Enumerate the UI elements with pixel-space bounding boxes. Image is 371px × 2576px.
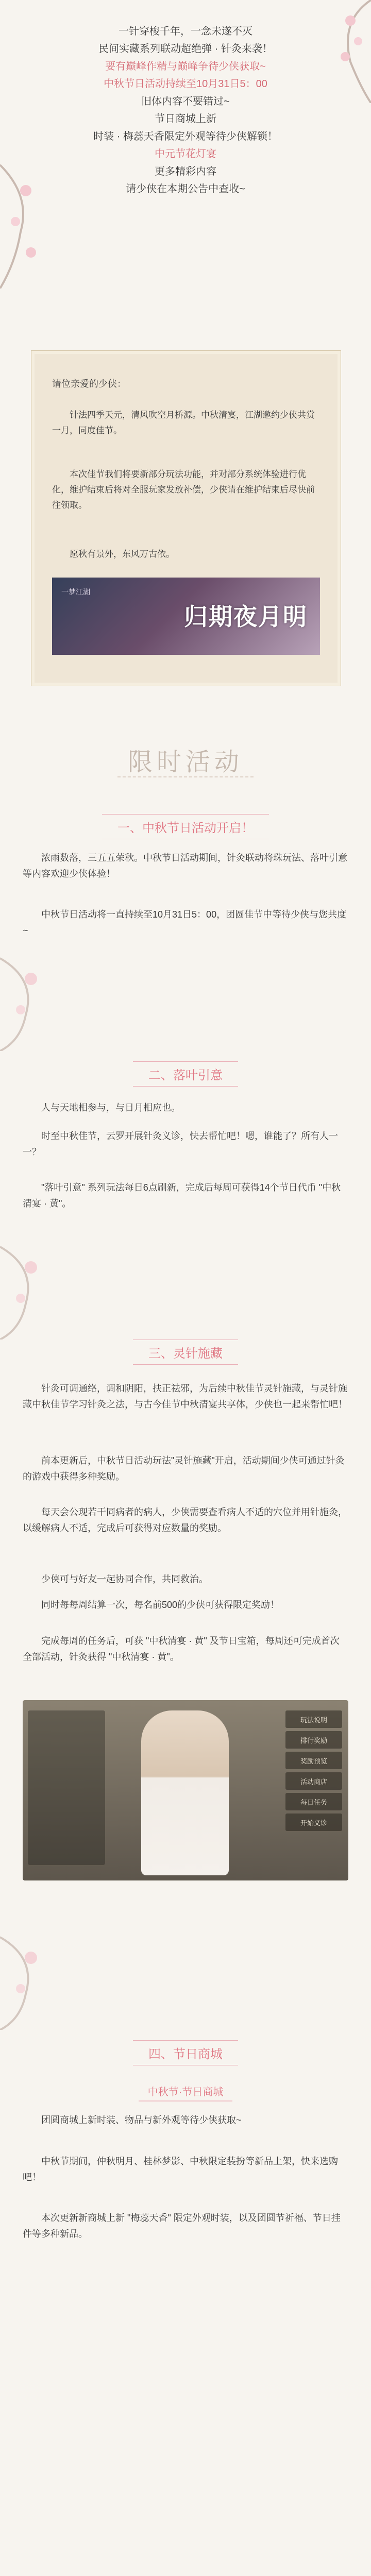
section-1-text: 浓雨数落，三五五荣秋。中秋节日活动期间，针灸联动将珠玩法、落叶引意等内容欢迎少侠体验！ (23, 853, 347, 879)
intro-line: 要有巅峰作精与巅峰争待少侠获取~ (105, 61, 266, 72)
section-4-text: 团圆商城上新时装、物品与新外观等待少侠获取~ (41, 2115, 242, 2125)
section-title-3: 三、灵针施藏 (0, 1340, 371, 1365)
section-title-limited: 限时活动 (0, 742, 371, 777)
section-4-text: 中秋节期间，仲秋明月、桂林梦影、中秋限定装扮等新品上架，快来选购吧！ (23, 2156, 338, 2182)
letter-paragraph: 愿秋有景外，东风万古依。 (70, 549, 175, 559)
section-title-2: 二、落叶引意 (0, 1061, 371, 1087)
section-title-1: 一、中秋节日活动开启！ (0, 814, 371, 839)
intro-line: 时装 · 梅蕊天香限定外观等待少侠解锁！ (93, 131, 278, 142)
intro-line: 民间实藏系列联动超绝弹 · 针灸来袭！ (98, 43, 273, 55)
game-menu-item: 每日任务 (285, 1793, 342, 1810)
section-3-text: 完成每周的任务后，可获 "中秋清宴 · 黄" 及节日宝箱，每周还可完成首次全部活动，针灸获得 "中秋清宴 · 黄"。 (23, 1636, 340, 1662)
game-menu-item: 奖励预览 (285, 1752, 342, 1769)
section-4-text: 本次更新新商城上新 "梅蕊天香" 限定外观时装，以及团圆节祈福、节日挂件等多种新品。 (23, 2213, 341, 2239)
game-menu-item: 活动商店 (285, 1772, 342, 1790)
game-menu-item: 开始义诊 (285, 1814, 342, 1831)
letter-paragraph: 本次佳节我们将要新部分玩法功能，并对部分系统体验进行优化，维护结束后将对全服玩家发放补偿，少侠请在维护结束后尽快前往领取。 (52, 469, 315, 510)
event-banner-image (52, 578, 320, 655)
section-2-text: "落叶引意" 系列玩法每日6点刷新，完成后每周可获得14个节日代币 "中秋清宴 · 黄"。 (23, 1182, 341, 1209)
intro-line: 中秋节日活动持续至10月31日5：00 (104, 78, 267, 90)
section-3-text: 针灸可调通络，调和阴阳，扶正祛邪，为后续中秋佳节灵针施藏，与灵针施藏中秋佳节学习针灸之法，与古今佳节中秋清宴共享体，少侠也一起来帮忙吧！ (23, 1383, 347, 1410)
intro-line: 旧体内容不要错过~ (141, 96, 230, 107)
section-2-text: 时至中秋佳节，云罗开展针灸义诊，快去帮忙吧！嗯，谁能了？所有人一一？ (23, 1131, 338, 1157)
section-3-text: 前本更新后，中秋节日活动玩法"灵针施藏"开启，活动期间少侠可通过针灸的游戏中获得多种奖励。 (23, 1455, 345, 1482)
section-3-text: 每天会公现若干同病者的病人，少侠需要查看病人不适的穴位并用针施灸，以缓解病人不适，完成后可获得对应数量的奖励。 (23, 1507, 347, 1533)
intro-line: 一针穿梭千年，一念未遂不灭 (119, 26, 252, 37)
game-info-panel (28, 1710, 105, 1865)
intro-block (0, 23, 371, 198)
intro-line: 中元节花灯宴 (155, 148, 216, 160)
game-menu-item: 玩法说明 (285, 1710, 342, 1728)
section-3-text: 少侠可与好友一起协同合作，共同救治。 (41, 1574, 208, 1584)
letter-paragraph: 针法四季天元，清风吹空月桥源。中秋清宴，江湖邀约少侠共赏一月，同度佳节。 (52, 410, 315, 435)
letter-greeting: 请位亲爱的少侠： (52, 379, 126, 389)
character-model (141, 1710, 229, 1875)
intro-line: 请少侠在本期公告中查收~ (126, 183, 245, 195)
letter-card (31, 350, 341, 686)
game-screenshot (23, 1700, 348, 1880)
section-4-subtitle: 中秋节·节日商城 (0, 2081, 371, 2102)
section-2-text: 人与天地相参与，与日月相应也。 (41, 1103, 180, 1113)
section-title-4: 四、节日商城 (0, 2040, 371, 2065)
game-logo: 一梦江湖 (61, 588, 90, 596)
cherry-blossom-decoration (0, 938, 88, 1051)
cherry-blossom-decoration (0, 1917, 88, 2030)
section-3-text: 同时每每周结算一次，每名前500的少侠可获得限定奖励！ (41, 1600, 280, 1610)
section-1-text: 中秋节日活动将一直持续至10月31日5：00，团圆佳节中等待少侠与您共度~ (23, 909, 347, 936)
banner-title: 归期夜月明 (184, 603, 308, 631)
cherry-blossom-decoration (0, 1226, 88, 1340)
intro-line: 更多精彩内容 (155, 166, 216, 177)
intro-line: 节日商城上新 (155, 113, 216, 125)
game-menu-item: 排行奖励 (285, 1731, 342, 1749)
game-side-menu (285, 1710, 342, 1865)
